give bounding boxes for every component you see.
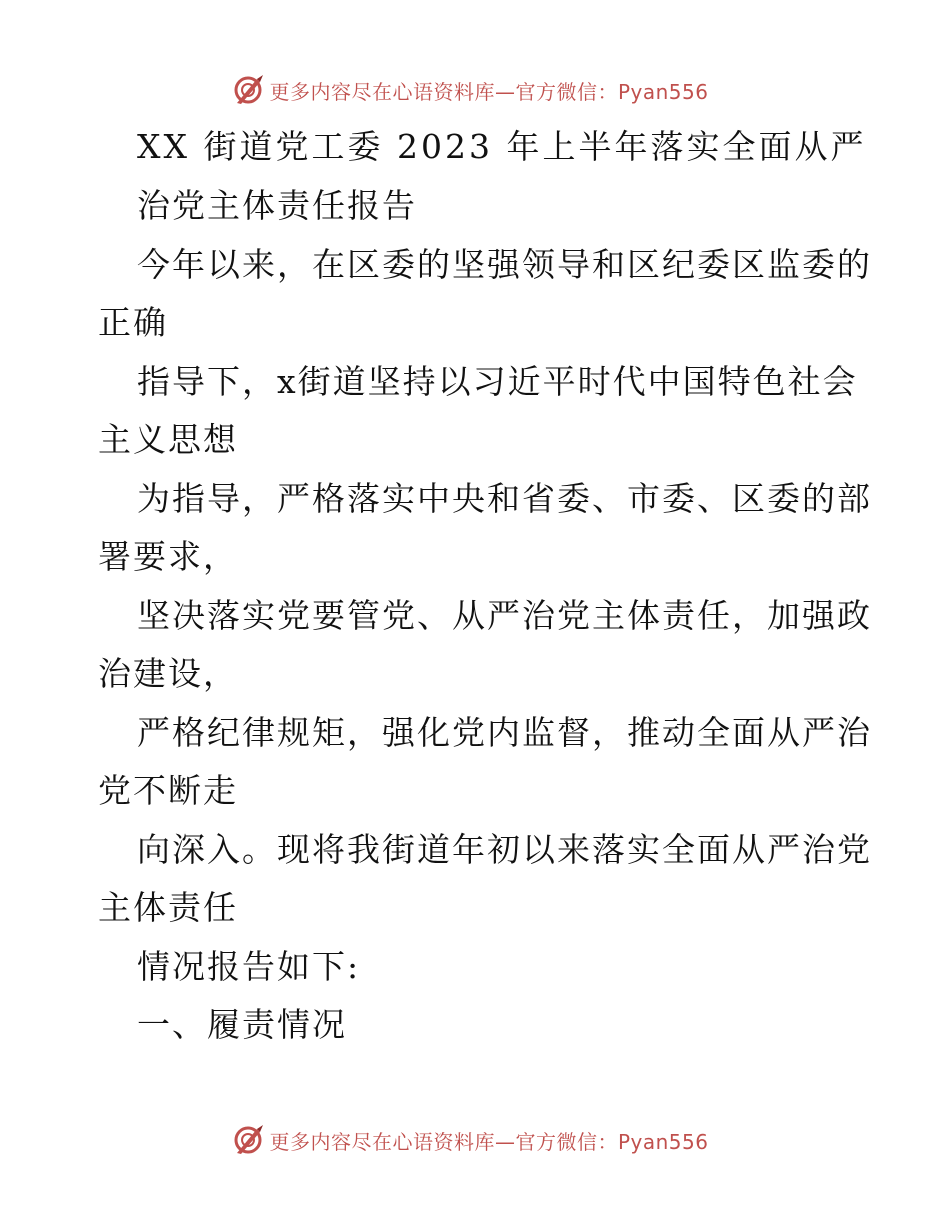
header-watermark	[0, 70, 950, 110]
watermark-text: 更多内容尽在心语资料库—官方微信：Pyan556	[269, 1129, 709, 1154]
section-heading: 一、履责情况	[137, 1005, 347, 1044]
paragraph-line: 治建设，	[98, 654, 238, 693]
watermark-text: 更多内容尽在心语资料库—官方微信：Pyan556	[269, 79, 709, 104]
document-title-line-2: 治党主体责任报告	[137, 186, 417, 225]
paragraph-line: 正确	[98, 303, 168, 342]
document-title-line-1: XX 街道党工委 2023 年上半年落实全面从严	[137, 127, 867, 166]
paragraph-line: 向深入。现将我街道年初以来落实全面从严治党	[137, 830, 872, 869]
paragraph-line: 署要求，	[98, 537, 238, 576]
paragraph-line: 党不断走	[98, 771, 238, 810]
paragraph-line: 主体责任	[98, 888, 238, 927]
paragraph-line: 为指导，严格落实中央和省委、市委、区委的部	[137, 479, 872, 518]
footer-watermark	[0, 1120, 950, 1160]
paragraph-line: 坚决落实党要管党、从严治党主体责任，加强政	[137, 596, 872, 635]
paragraph-line: 严格纪律规矩，强化党内监督，推动全面从严治	[137, 713, 872, 752]
paragraph-line: 情况报告如下:	[137, 947, 361, 986]
quill-logo-icon	[231, 1123, 265, 1157]
paragraph-line: 主义思想	[98, 420, 238, 459]
quill-logo-icon	[231, 73, 265, 107]
paragraph-line: 指导下，x街道坚持以习近平时代中国特色社会	[137, 362, 858, 401]
paragraph-line: 今年以来，在区委的坚强领导和区纪委区监委的	[137, 245, 872, 284]
